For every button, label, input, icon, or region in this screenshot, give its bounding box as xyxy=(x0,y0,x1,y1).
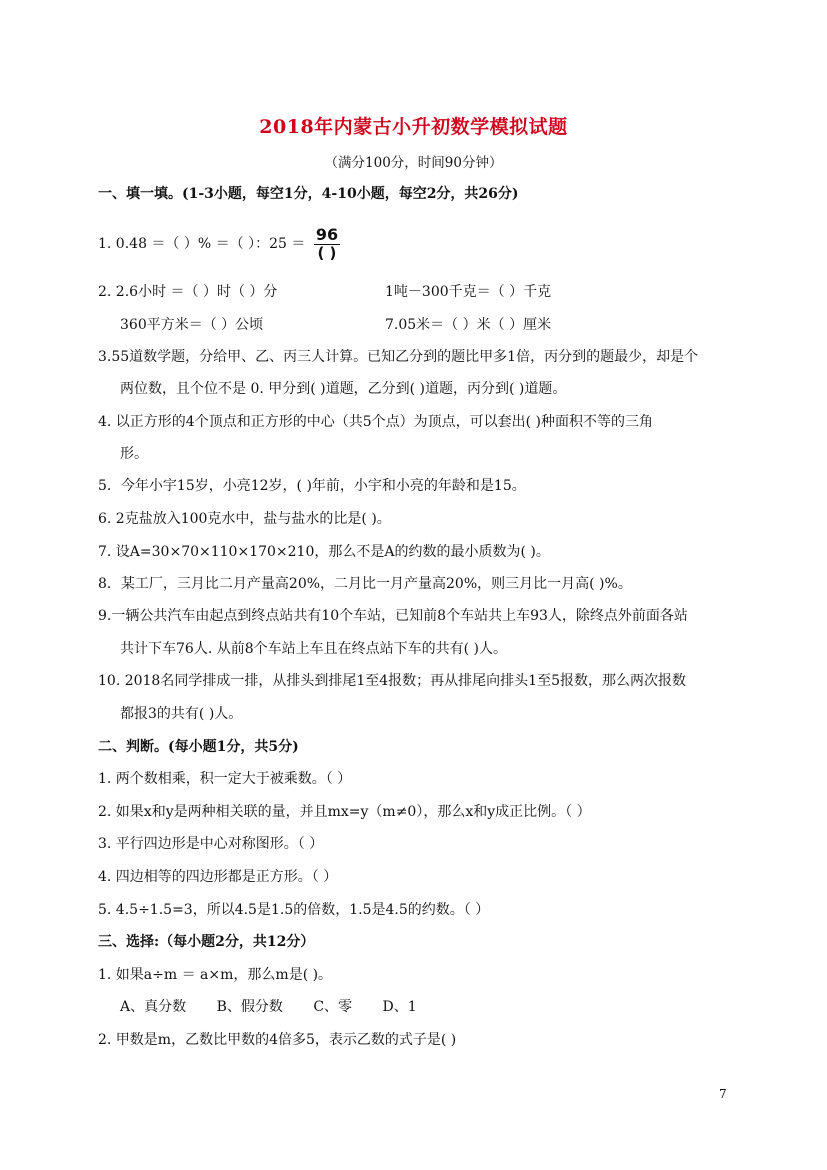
question-1-10-line1: 10. 2018名同学排成一排，从排头到排尾1至4报数；再从排尾向排头1至5报数，那么两次报数 xyxy=(98,673,686,689)
option-c: C、零 xyxy=(313,999,353,1015)
page-title: 2018年内蒙古小升初数学模拟试题 xyxy=(259,116,568,138)
question-1-3-line1: 3.55道数学题，分给甲、乙、丙三人计算。已知乙分到的题比甲多1倍，丙分到的题最少，却是个 xyxy=(98,349,699,365)
question-1-5: 5．今年小宇15岁，小亮12岁，( )年前，小宇和小亮的年龄和是15。 xyxy=(98,478,526,494)
question-1-4-line1: 4. 以正方形的4个顶点和正方形的中心（共5个点）为顶点，可以套出( )种面积不等的三角 xyxy=(98,414,653,430)
section3-heading: 三、选择:（每小题2分，共12分） xyxy=(98,934,315,950)
question-1-3-line2: 两位数，且个位不是 0. 甲分到( )道题，乙分到( )道题，丙分到( )道题。 xyxy=(120,381,567,397)
option-b: B、假分数 xyxy=(216,999,283,1015)
fraction-numerator: 96 xyxy=(315,225,339,244)
page-number: 7 xyxy=(719,1087,727,1101)
question-1-2c: 360平方米＝（ ）公顷 xyxy=(120,317,264,333)
question-1-10-line2: 都报3的共有( )人。 xyxy=(120,706,243,722)
question-1-2b: 1吨－300千克＝（ ）千克 xyxy=(385,284,552,300)
question-1-8: 8．某工厂，三月比二月产量高20%，二月比一月产量高20%，则三月比一月高( )%。 xyxy=(98,576,632,592)
question-1-6: 6. 2克盐放入100克水中，盐与盐水的比是( )。 xyxy=(98,511,391,527)
question-2-5: 5. 4.5÷1.5=3，所以4.5是1.5的倍数，1.5是4.5的约数。（ ） xyxy=(98,902,490,918)
question-1-4-line2: 形。 xyxy=(120,446,148,462)
question-1-1 xyxy=(98,226,340,262)
question-1-7: 7. 设A=30×70×110×170×210，那么不是A的约数的最小质数为( )。 xyxy=(98,544,550,560)
question-1-1-text: 1. 0.48 ＝（ ）% ＝（ ）：25 ＝ xyxy=(98,236,306,252)
option-a: A、真分数 xyxy=(120,999,187,1015)
section2-heading: 二、判断。(每小题1分，共5分) xyxy=(98,739,299,755)
question-2-4: 4. 四边相等的四边形都是正方形。（ ） xyxy=(98,869,338,885)
question-1-9-line1: 9.一辆公共汽车由起点到终点站共有10个车站，已知前8个车站共上车93人，除终点外前面各站 xyxy=(98,608,688,624)
question-2-3: 3. 平行四边形是中心对称图形。（ ） xyxy=(98,836,324,852)
option-d: D、1 xyxy=(382,999,417,1015)
question-3-1-options xyxy=(120,996,443,1016)
question-3-1: 1. 如果a÷m ＝ a×m，那么m是( )。 xyxy=(98,967,333,983)
section1-heading: 一、填一填。(1-3小题，每空1分，4-10小题，每空2分，共26分) xyxy=(98,186,519,202)
fraction-denominator: ( ) xyxy=(317,244,337,262)
question-1-2a: 2. 2.6小时 ＝（ ）时（ ）分 xyxy=(98,284,278,300)
question-1-9-line2: 共计下车76人. 从前8个车站上车且在终点站下车的共有( )人。 xyxy=(120,641,507,657)
question-1-2d: 7.05米＝（ ）米（ ）厘米 xyxy=(385,317,552,333)
fraction xyxy=(314,226,340,262)
question-2-1: 1. 两个数相乘，积一定大于被乘数。（ ） xyxy=(98,771,352,787)
question-2-2: 2. 如果x和y是两种相关联的量，并且mx=y（m≠0），那么x和y成正比例。（ ） xyxy=(98,804,591,820)
page-subtitle: （满分100分，时间90分钟） xyxy=(324,155,503,171)
question-3-2: 2. 甲数是m，乙数比甲数的4倍多5，表示乙数的式子是( ) xyxy=(98,1032,457,1048)
